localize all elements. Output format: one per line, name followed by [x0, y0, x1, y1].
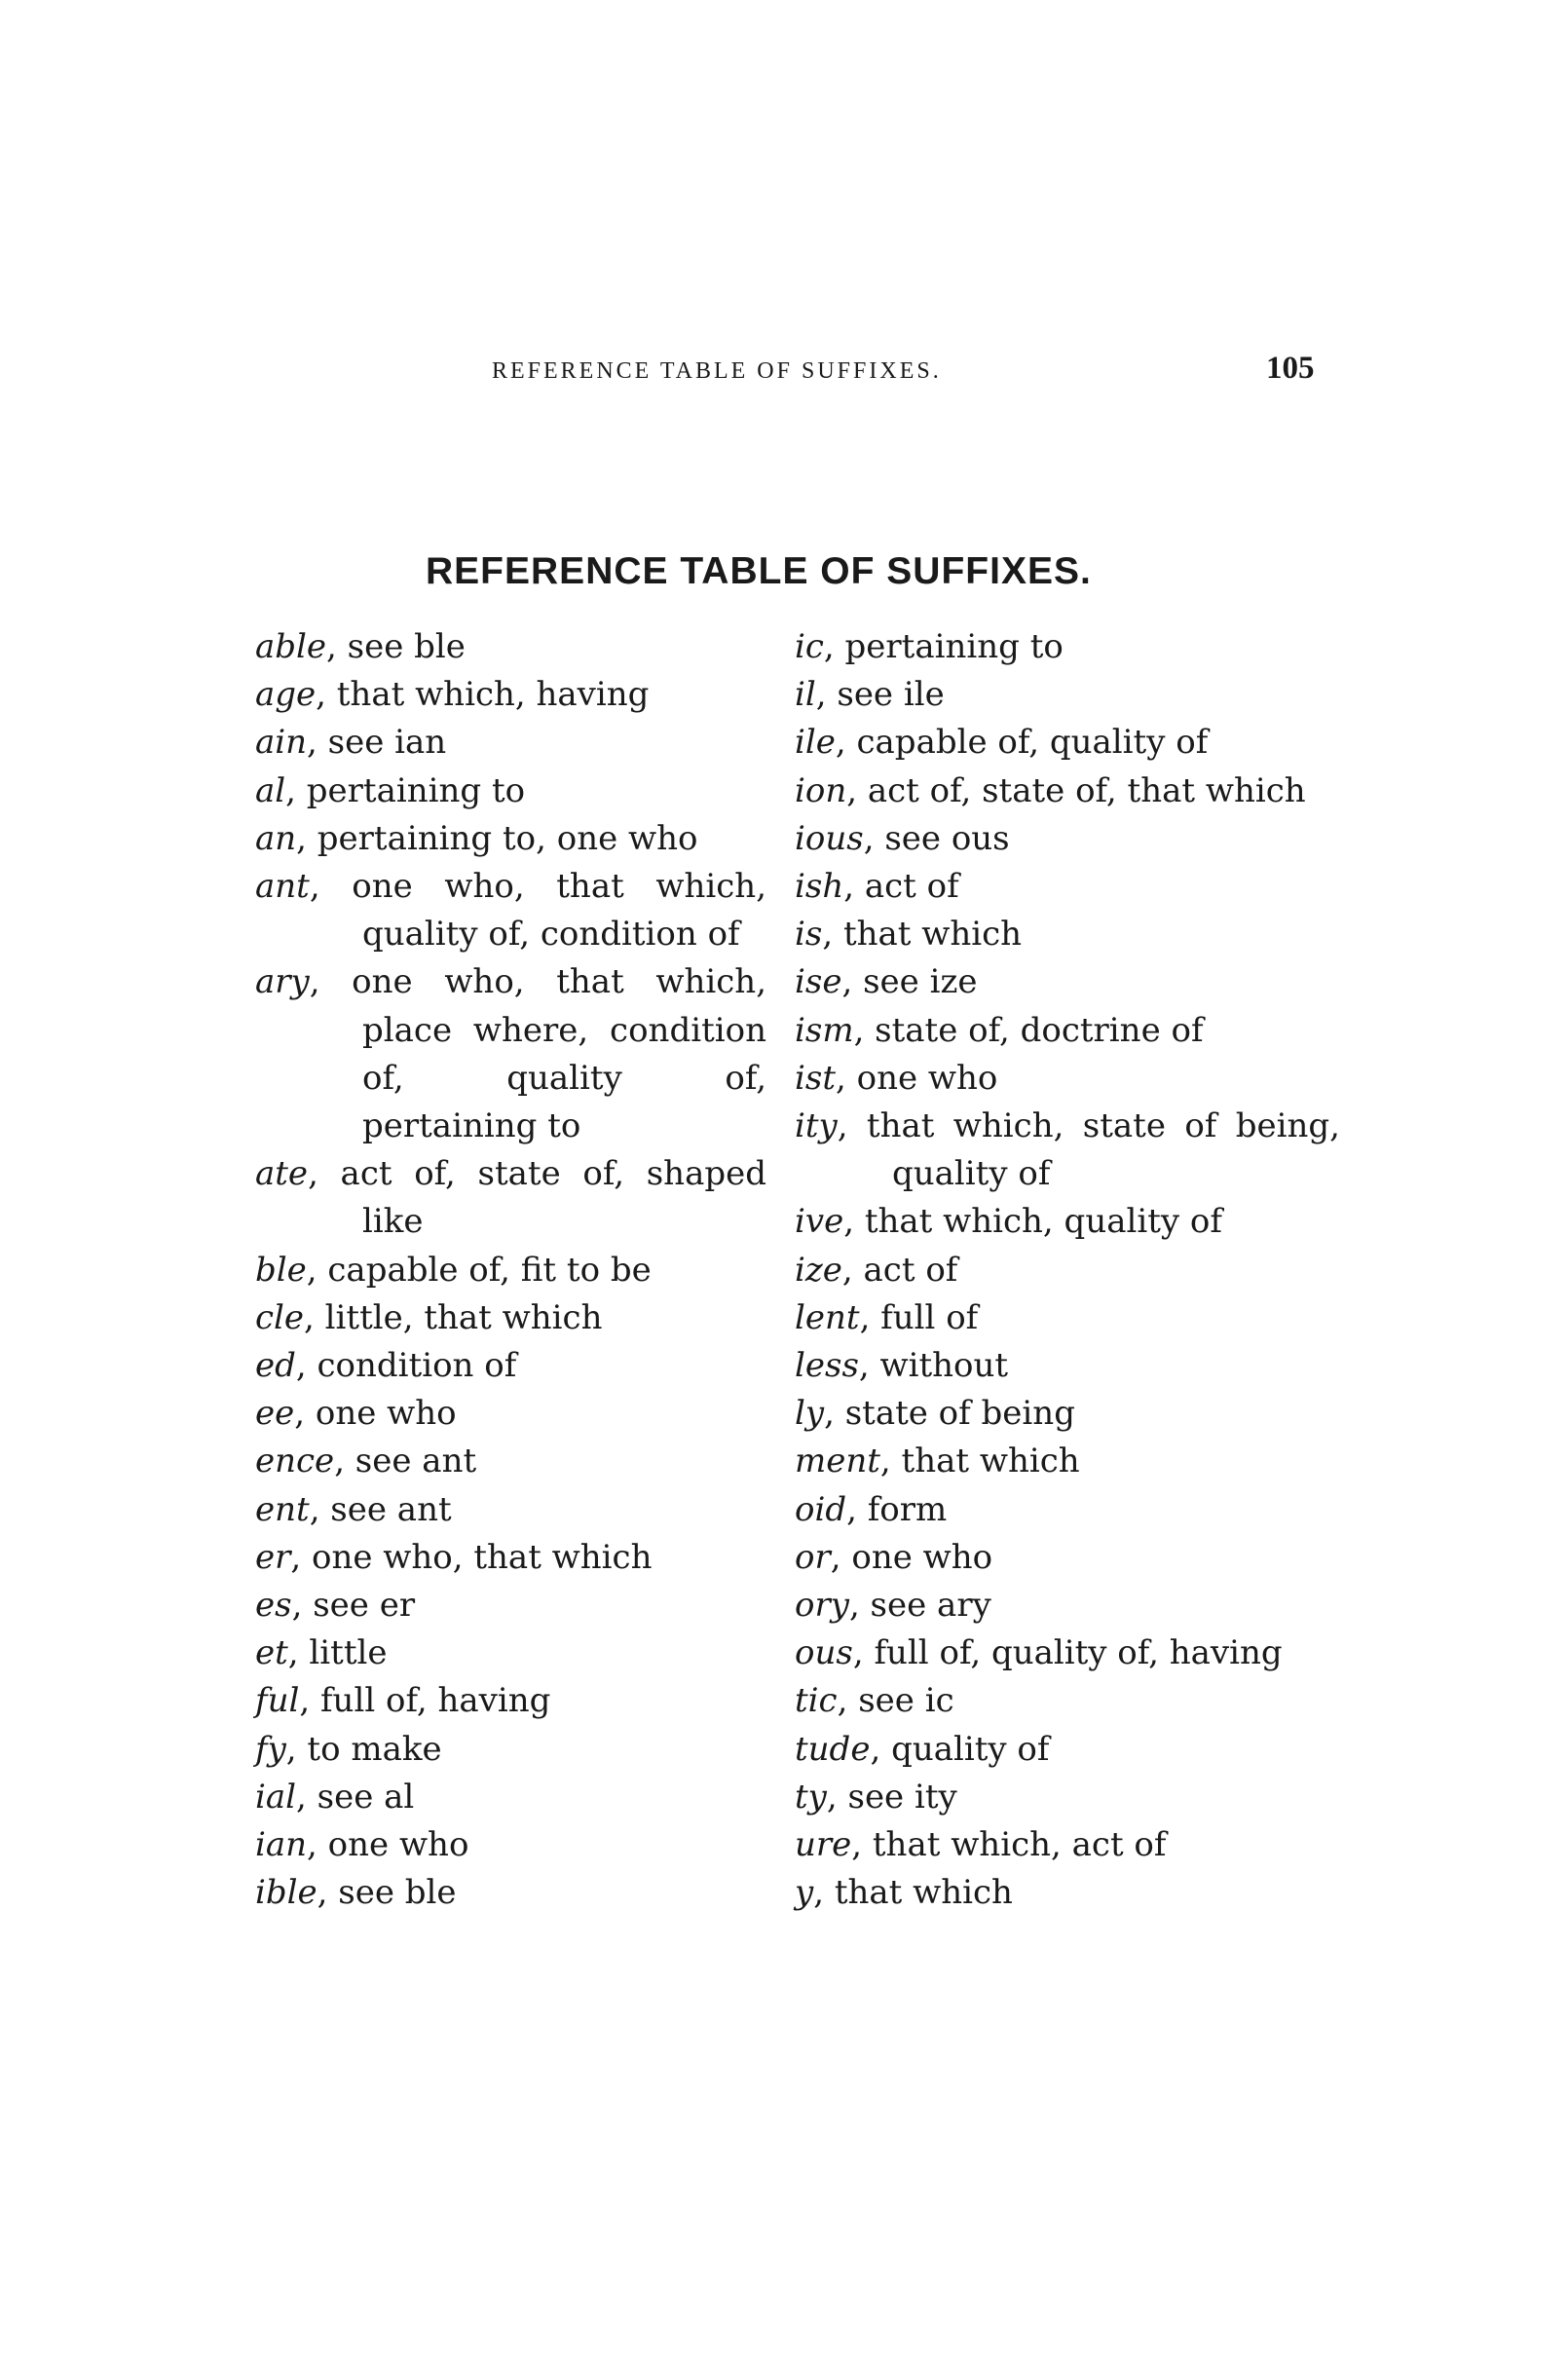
- suffix-entry: [255, 1726, 766, 1774]
- suffix-term: tic: [795, 1681, 838, 1721]
- suffix-entry: [795, 1247, 1340, 1294]
- suffix-entry: [255, 1247, 766, 1294]
- suffix-term: age: [255, 675, 317, 715]
- suffix-definition: , see al: [296, 1777, 415, 1817]
- suffix-definition: , state of, doctrine of: [853, 1010, 1204, 1050]
- suffix-definition: , one who: [836, 1058, 998, 1098]
- suffix-definition: , one who: [307, 1825, 469, 1865]
- suffix-definition: , one who, that which, quality of, condition of: [309, 867, 766, 955]
- suffix-entry: [795, 1726, 1340, 1774]
- suffix-entry: [255, 1438, 766, 1485]
- suffix-definition: , act of, state of, shaped like: [308, 1154, 766, 1242]
- suffix-term: ant: [255, 867, 310, 907]
- suffix-term: lent: [795, 1297, 860, 1337]
- suffix-entry: [255, 1390, 766, 1438]
- suffix-entry: [795, 1630, 1340, 1677]
- suffix-entry: [255, 623, 766, 671]
- suffix-entry: [795, 1677, 1340, 1725]
- suffix-term: ed: [255, 1346, 296, 1386]
- suffix-definition: , see ous: [863, 818, 1010, 858]
- suffix-entry: [795, 1055, 1340, 1103]
- suffix-entry: [795, 1869, 1340, 1917]
- suffix-term: ity: [795, 1106, 838, 1146]
- suffix-entry: [255, 1294, 766, 1342]
- suffix-term: es: [255, 1586, 292, 1626]
- suffix-list-right: [795, 623, 1340, 1917]
- running-head: REFERENCE TABLE OF SUFFIXES.: [492, 358, 942, 384]
- suffix-definition: , see er: [291, 1586, 416, 1626]
- suffix-term: ism: [795, 1010, 854, 1050]
- suffix-definition: , quality of: [870, 1729, 1050, 1769]
- suffix-entry: [255, 863, 766, 958]
- suffix-term: ion: [795, 770, 847, 810]
- suffix-entry: [255, 815, 766, 863]
- suffix-definition: , see ian: [307, 723, 447, 763]
- suffix-entry: [795, 768, 1340, 815]
- suffix-term: ment: [795, 1442, 880, 1481]
- suffix-definition: , that which: [822, 915, 1023, 955]
- suffix-definition: , form: [846, 1489, 948, 1529]
- suffix-entry: [255, 1677, 766, 1725]
- suffix-term: ee: [255, 1394, 295, 1434]
- suffix-entry: [255, 1150, 766, 1246]
- suffix-entry: [255, 1630, 766, 1677]
- suffix-term: cle: [255, 1297, 305, 1337]
- suffix-term: ain: [255, 723, 308, 763]
- suffix-term: ary: [255, 962, 310, 1002]
- suffix-entry: [795, 1774, 1340, 1821]
- suffix-term: ian: [255, 1825, 308, 1865]
- suffix-definition: , that which, having: [316, 675, 650, 715]
- suffix-entry: [795, 1390, 1340, 1438]
- suffix-entry: [795, 1534, 1340, 1582]
- suffix-term: fy: [255, 1729, 286, 1769]
- suffix-term: less: [795, 1346, 859, 1386]
- suffix-definition: , that which, act of: [851, 1825, 1167, 1865]
- suffix-term: ent: [255, 1489, 310, 1529]
- suffix-entry: [795, 1198, 1340, 1246]
- suffix-term: ory: [795, 1586, 849, 1626]
- suffix-entry: [795, 958, 1340, 1006]
- suffix-definition: , pertaining to: [823, 627, 1064, 666]
- suffix-entry: [795, 1342, 1340, 1390]
- suffix-term: y: [795, 1873, 814, 1913]
- suffix-entry: [795, 719, 1340, 767]
- suffix-entry: [255, 719, 766, 767]
- suffix-definition: , see ble: [326, 627, 466, 666]
- suffix-term: ate: [255, 1154, 309, 1194]
- suffix-definition: , act of: [841, 1250, 958, 1290]
- suffix-definition: , that which: [879, 1442, 1080, 1481]
- suffix-definition: , full of, having: [299, 1681, 551, 1721]
- suffix-definition: , pertaining to, one who: [296, 818, 698, 858]
- suffix-entry: [255, 768, 766, 815]
- suffix-entry: [255, 1342, 766, 1390]
- suffix-entry: [795, 623, 1340, 671]
- suffix-term: oid: [795, 1489, 847, 1529]
- suffix-term: or: [795, 1537, 831, 1577]
- suffix-term: ful: [255, 1681, 300, 1721]
- suffix-definition: , full of: [859, 1297, 979, 1337]
- suffix-definition: , act of, state of, that which: [846, 770, 1306, 810]
- suffix-definition: , see ant: [334, 1442, 477, 1481]
- suffix-term: ic: [795, 627, 824, 666]
- suffix-term: ure: [795, 1825, 852, 1865]
- suffix-term: ly: [795, 1394, 825, 1434]
- suffix-term: ise: [795, 962, 842, 1002]
- suffix-term: il: [795, 675, 816, 715]
- suffix-definition: , that which, quality of: [843, 1202, 1222, 1242]
- page-number: 105: [1266, 351, 1315, 386]
- suffix-entry: [795, 1486, 1340, 1534]
- suffix-definition: , see ble: [317, 1873, 457, 1913]
- suffix-term: ible: [255, 1873, 317, 1913]
- suffix-entry: [255, 1486, 766, 1534]
- suffix-entry: [255, 958, 766, 1150]
- suffix-term: ile: [795, 723, 836, 763]
- suffix-definition: , see ant: [309, 1489, 452, 1529]
- suffix-entry: [795, 863, 1340, 911]
- suffix-entry: [795, 1294, 1340, 1342]
- suffix-definition: , one who: [830, 1537, 993, 1577]
- suffix-term: er: [255, 1537, 291, 1577]
- suffix-definition: , see ic: [837, 1681, 954, 1721]
- suffix-definition: , see ary: [848, 1586, 991, 1626]
- suffix-definition: , condition of: [295, 1346, 517, 1386]
- suffix-definition: , state of being: [824, 1394, 1075, 1434]
- suffix-term: tude: [795, 1729, 871, 1769]
- suffix-entry: [255, 1774, 766, 1821]
- suffix-definition: , pertaining to: [285, 770, 526, 810]
- suffix-term: ious: [795, 818, 864, 858]
- suffix-term: ive: [795, 1202, 844, 1242]
- suffix-term: ish: [795, 867, 844, 907]
- suffix-term: ble: [255, 1250, 307, 1290]
- suffix-term: an: [255, 818, 297, 858]
- suffix-definition: , one who, that which: [290, 1537, 653, 1577]
- suffix-list-left: [255, 623, 766, 1917]
- suffix-definition: , without: [858, 1346, 1009, 1386]
- suffix-entry: [255, 1869, 766, 1917]
- suffix-entry: [795, 1438, 1340, 1485]
- suffix-term: ist: [795, 1058, 836, 1098]
- suffix-entry: [255, 1582, 766, 1630]
- suffix-entry: [795, 1821, 1340, 1869]
- suffix-definition: , full of, quality of, having: [852, 1633, 1283, 1673]
- suffix-definition: , see ile: [815, 675, 945, 715]
- suffix-definition: , see ity: [826, 1777, 957, 1817]
- suffix-definition: , one who: [294, 1394, 457, 1434]
- suffix-term: ty: [795, 1777, 827, 1817]
- suffix-entry: [795, 1007, 1340, 1055]
- suffix-entry: [795, 1582, 1340, 1630]
- suffix-term: is: [795, 915, 823, 955]
- suffix-definition: , that which, state of being, quality of: [837, 1106, 1340, 1194]
- suffix-definition: , see ize: [841, 962, 978, 1002]
- suffix-definition: , that which: [813, 1873, 1013, 1913]
- suffix-definition: , little: [287, 1633, 388, 1673]
- suffix-entry: [795, 815, 1340, 863]
- suffix-entry: [795, 671, 1340, 719]
- suffix-term: able: [255, 627, 327, 666]
- suffix-definition: , to make: [285, 1729, 442, 1769]
- suffix-entry: [255, 1534, 766, 1582]
- suffix-term: ize: [795, 1250, 842, 1290]
- suffix-definition: , one who, that which, place where, condition of, quality of, pertaining to: [309, 962, 766, 1146]
- suffix-definition: , little, that which: [304, 1297, 603, 1337]
- suffix-term: ence: [255, 1442, 335, 1481]
- suffix-term: al: [255, 770, 286, 810]
- suffix-entry: [795, 911, 1340, 958]
- suffix-definition: , act of: [843, 867, 959, 907]
- suffix-definition: , capable of, quality of: [835, 723, 1209, 763]
- suffix-entry: [255, 1821, 766, 1869]
- suffix-term: ial: [255, 1777, 297, 1817]
- suffix-term: et: [255, 1633, 288, 1673]
- suffix-entry: [795, 1103, 1340, 1198]
- suffix-term: ous: [795, 1633, 853, 1673]
- suffix-entry: [255, 671, 766, 719]
- page-title: REFERENCE TABLE OF SUFFIXES.: [426, 550, 1092, 592]
- suffix-definition: , capable of, fit to be: [306, 1250, 652, 1290]
